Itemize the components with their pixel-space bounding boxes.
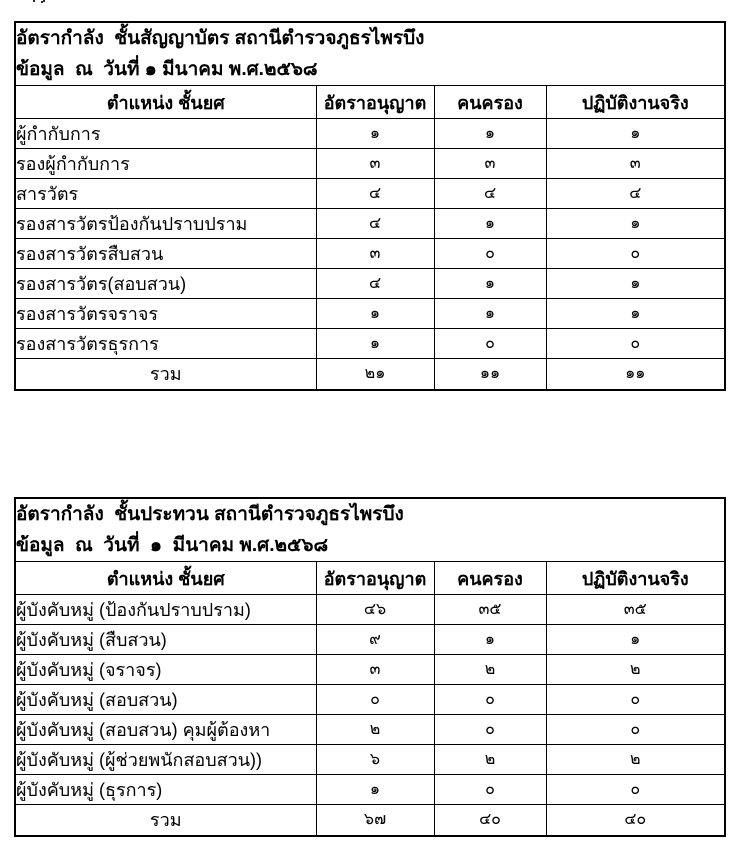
table-title-row [15,22,725,86]
actual-cell: ๓ [546,149,725,179]
authorized-cell: ๔ [316,209,434,239]
position-cell: รองสารวัตร(สอบสวน) [15,269,316,299]
actual-cell: ๑ [546,269,725,299]
authorized-cell: ๔๖ [316,595,434,625]
position-cell: สารวัตร [15,179,316,209]
position-cell: ผู้บังคับหมู่ (สอบสวน) [15,685,316,715]
authorized-cell: ๑ [316,119,434,149]
actual-cell: ๑ [546,625,725,655]
table-row [15,655,725,685]
table-title-row [15,498,725,562]
table-header-row [15,86,725,119]
col-actual-header: ปฏิบัติงานจริง [546,86,725,119]
total-actual-cell: ๔๐ [546,805,725,836]
position-cell: รองสารวัตรจราจร [15,299,316,329]
position-cell: ผู้บังคับหมู่ (ป้องกันปราบปราม) [15,595,316,625]
total-row [15,359,725,390]
table-title-cell [15,22,725,86]
actual-cell: ๐ [546,715,725,745]
position-cell: ผู้กำกับการ [15,119,316,149]
total-authorized-cell: ๖๗ [316,805,434,836]
occupied-cell: ๑ [434,119,546,149]
authorized-cell: ๐ [316,685,434,715]
position-cell: ผู้บังคับหมู่ (ธุรการ) [15,775,316,805]
table-row [15,595,725,625]
actual-cell: ๐ [546,685,725,715]
occupied-cell: ๐ [434,685,546,715]
table-row [15,685,725,715]
authorized-cell: ๔ [316,179,434,209]
table-row [15,625,725,655]
table-title: อัตรากำลัง ชั้นประทวน สถานีตำรวจภูธรไพรบึง [16,504,404,525]
commissioned-officers-table [14,21,726,391]
authorized-cell: ๖ [316,745,434,775]
table-row [15,209,725,239]
table-row [15,745,725,775]
table-row [15,239,725,269]
occupied-cell: ๓ [434,149,546,179]
col-occupied-header: คนครอง [434,562,546,595]
position-cell: รองผู้กำกับการ [15,149,316,179]
table-row [15,269,725,299]
col-occupied-header: คนครอง [434,86,546,119]
total-row [15,805,725,836]
occupied-cell: ๒ [434,655,546,685]
total-actual-cell: ๑๑ [546,359,725,390]
total-occupied-cell: ๔๐ [434,805,546,836]
actual-cell: ๔ [546,179,725,209]
authorized-cell: ๑ [316,775,434,805]
authorized-cell: ๑ [316,329,434,359]
position-cell: ผู้บังคับหมู่ (ผู้ช่วยพนักสอบสวน)) [15,745,316,775]
occupied-cell: ๑ [434,269,546,299]
occupied-cell: ๑ [434,299,546,329]
actual-cell: ๑ [546,299,725,329]
actual-cell: ๓๕ [546,595,725,625]
occupied-cell: ๔ [434,179,546,209]
occupied-cell: ๓๕ [434,595,546,625]
actual-cell: ๐ [546,239,725,269]
occupied-cell: ๐ [434,329,546,359]
authorized-cell: ๑ [316,299,434,329]
authorized-cell: ๓ [316,149,434,179]
table-row [15,149,725,179]
occupied-cell: ๐ [434,715,546,745]
position-cell: รองสารวัตรป้องกันปราบปราม [15,209,316,239]
authorized-cell: ๓ [316,239,434,269]
total-occupied-cell: ๑๑ [434,359,546,390]
position-cell: รองสารวัตรสืบสวน [15,239,316,269]
col-actual-header: ปฏิบัติงานจริง [546,562,725,595]
actual-cell: ๑ [546,209,725,239]
position-cell: ผู้บังคับหมู่ (สอบสวน) คุมผู้ต้องหา [15,715,316,745]
actual-cell: ๐ [546,329,725,359]
non-commissioned-officers-table [14,497,726,837]
total-authorized-cell: ๒๑ [316,359,434,390]
table-subtitle: ข้อมูล ณ วันที่ ๑ มีนาคม พ.ศ.๒๕๖๘ [16,535,329,556]
occupied-cell: ๑ [434,625,546,655]
table-subtitle: ข้อมูล ณ วันที่ ๑ มีนาคม พ.ศ.๒๕๖๘ [16,59,318,80]
table-row [15,329,725,359]
table-header-row [15,562,725,595]
position-cell: ผู้บังคับหมู่ (จราจร) [15,655,316,685]
table-row [15,715,725,745]
col-authorized-header: อัตราอนุญาต [316,86,434,119]
col-position-header: ตำแหน่ง ชั้นยศ [15,562,316,595]
authorized-cell: ๔ [316,269,434,299]
position-cell: ผู้บังคับหมู่ (สืบสวน) [15,625,316,655]
occupied-cell: ๐ [434,239,546,269]
occupied-cell: ๐ [434,775,546,805]
actual-cell: ๒ [546,655,725,685]
occupied-cell: ๒ [434,745,546,775]
table-title-cell [15,498,725,562]
actual-cell: ๑ [546,119,725,149]
table-row [15,299,725,329]
table-title: อัตรากำลัง ชั้นสัญญาบัตร สถานีตำรวจภูธรไพรบึง [16,28,425,49]
actual-cell: ๒ [546,745,725,775]
table-row [15,775,725,805]
total-label-cell: รวม [15,359,316,390]
table-row [15,179,725,209]
authorized-cell: ๓ [316,655,434,685]
total-label-cell: รวม [15,805,316,836]
position-cell: รองสารวัตรธุรการ [15,329,316,359]
actual-cell: ๐ [546,775,725,805]
authorized-cell: ๙ [316,625,434,655]
authorized-cell: ๒ [316,715,434,745]
table-row [15,119,725,149]
col-authorized-header: อัตราอนุญาต [316,562,434,595]
cropped-text-artifact [33,0,49,4]
col-position-header: ตำแหน่ง ชั้นยศ [15,86,316,119]
occupied-cell: ๑ [434,209,546,239]
